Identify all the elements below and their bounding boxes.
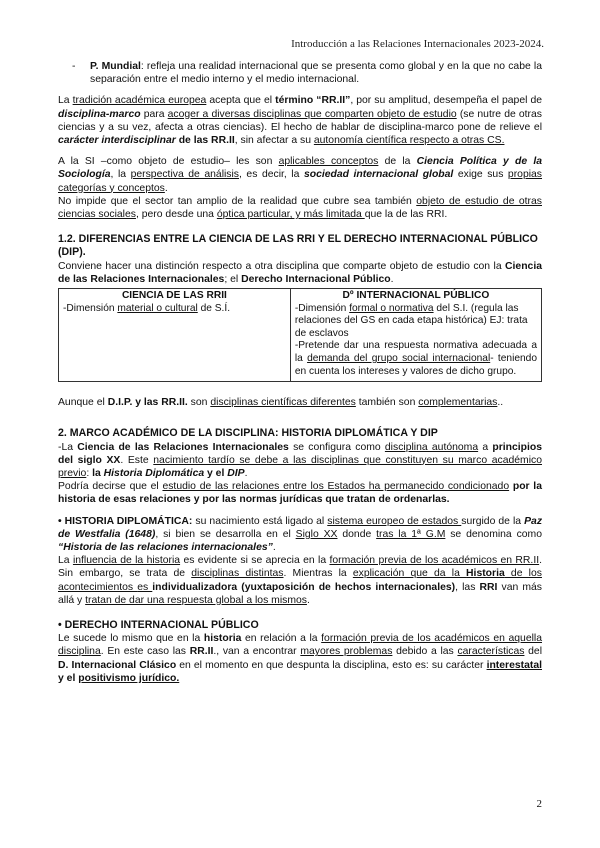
bullet-text: P. Mundial: refleja una realidad internacional que se presenta como global y en la que no cabe la separación entre el medio interno y el medio internacional. [90, 61, 542, 86]
section-2-paragraph-2: Podría decirse que el estudio de las relaciones entre los Estados ha permanecido condicionado por la historia de esas relaciones y por las normas jurídicas que tratan de ordenarlas. [58, 481, 542, 506]
paragraph-otras-ciencias: No impide que el sector tan amplio de la realidad que cubre sea también objeto de estudio de otras ciencias sociales, pero desde una óptica particular, y más limitada que la de las RRI. [58, 195, 542, 221]
table-header-dip: Dº INTERNACIONAL PÚBLICO [342, 290, 490, 302]
derecho-internacional-heading: • DERECHO INTERNACIONAL PÚBLICO [58, 619, 259, 632]
paragraph-disciplina-marco: La tradición académica europea acepta que el término “RR.II”, por su amplitud, desempeña el papel de disciplina-marco para acoger a diversas disciplinas que comparten objeto de estudio (se nutre de otras ciencias y a su vez, afecta a otras ciencias). El hecho de hablar de disciplina-marco pone de relieve el carácter interdisciplinar de las RR.II, sin afectar a su autonomía científica respecto a otras CS. [58, 95, 542, 147]
bullet-item [58, 60, 542, 86]
running-header: Introducción a las Relaciones Internacionales 2023-2024. [291, 38, 544, 50]
section-1-2-intro: Conviene hacer una distinción respecto a otra disciplina que comparte objeto de estudio con la Ciencia de las Relaciones Internacionales; el Derecho Internacional Público. [58, 260, 542, 285]
page-number: 2 [536, 798, 542, 810]
document-body [58, 60, 542, 685]
historia-diplomatica-paragraph: • HISTORIA DIPLOMÁTICA: su nacimiento está ligado al sistema europeo de estados surgido de la Paz de Westfalia (1648), si bien se desarrolla en el Siglo XX donde tras la 1ª G.M se denomina como “Historia de las relaciones internacionales”. [58, 515, 543, 554]
table-header-rrii: CIENCIA DE LAS RRII [121, 290, 227, 302]
paragraph-si-concepts: A la SI –como objeto de estudio– les son aplicables conceptos de la Ciencia Política y de la Sociología, la perspectiva de análisis, es decir, la sociedad internacional global exige sus propias categorías y conceptos. [58, 156, 543, 194]
section-heading-1-2: 1.2. DIFERENCIAS ENTRE LA CIENCIA DE LAS RRI Y EL DERECHO INTERNACIONAL PÚBLICO (DIP). [58, 233, 538, 259]
table-cell-dip: Dº INTERNACIONAL PÚBLICO -Dimensión formal o normativa del S.I. (regula las relaciones del GS en cada etapa histórica) EJ: trata de esclavos -Pretende dar una respuesta normativa adecuada a la demanda del grupo social internacional- teniendo en cuenta los intereses y valores de dicho grupo. [290, 289, 541, 382]
table-cell-rrii: CIENCIA DE LAS RRII -Dimensión material o cultural de S.Í. [59, 289, 291, 382]
section-2-paragraph-1: -La Ciencia de las Relaciones Internacionales se configura como disciplina autónoma a principios del siglo XX. Este nacimiento tardío se debe a las disciplinas que constituyen su marco académico previo: la Historia Diplomática y el DIP. [58, 441, 543, 480]
paragraph-complementarias: Aunque el D.I.P. y las RR.II. son disciplinas científicas diferentes también son complementarias.. [58, 397, 504, 409]
derecho-internacional-paragraph: Le sucede lo mismo que en la historia en relación a la formación previa de los académicos en aquella disciplina. En este caso las RR.II., van a encontrar mayores problemas debido a las características del D. Internacional Clásico en el momento en que despunta la disciplina, esto es: su carácter interestatal y el positivismo jurídico. [58, 633, 543, 684]
section-heading-2: 2. MARCO ACADÉMICO DE LA DISCIPLINA: HISTORIA DIPLOMÁTICA Y DIP [58, 427, 438, 440]
historia-influence-paragraph: La influencia de la historia es evidente si se aprecia en la formación previa de los académicos en RR.II. Sin embargo, se trata de disciplinas distintas. Mientras la explicación que da la Historia de los acontecimientos es individualizadora (yuxtaposición de hechos internacionales), las RRI van más allá y tratan de dar una respuesta global a los mismos. [58, 555, 542, 606]
comparison-table [58, 288, 542, 382]
dash-marker: - [72, 61, 76, 72]
